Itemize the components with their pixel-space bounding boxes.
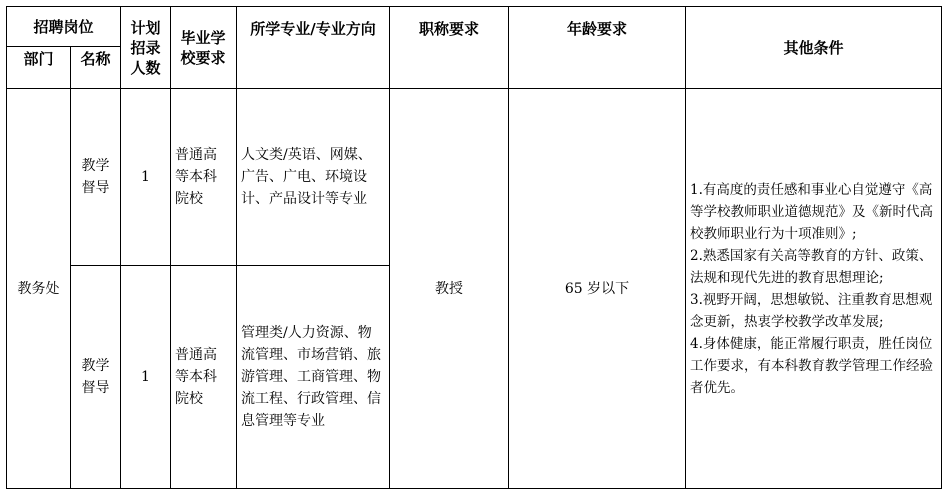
header-major: 所学专业/专业方向: [237, 7, 390, 89]
header-school-req: [171, 7, 237, 89]
other-condition-3: 3.视野开阔，思想敏锐、注重教育思想观念更新，热衷学校教学改革发展;: [690, 291, 933, 330]
header-dept: 部门: [7, 47, 71, 89]
table-row-1-name: [71, 89, 121, 265]
table-row-2-name: [71, 265, 121, 488]
row-2-name-text: 教学督导: [81, 357, 110, 396]
header-school-req-text: 毕业学校要求: [180, 28, 226, 67]
other-condition-2: 2.熟悉国家有关高等教育的方针、政策、法规和现代先进的教育思想理论;: [690, 247, 933, 286]
table-row-2-major: 管理类/人力资源、物流管理、市场营销、旅游管理、工商管理、物流工程、行政管理、信息管理等专业: [237, 265, 390, 488]
title-req-cell: 教授: [390, 89, 509, 489]
age-req-cell: 65 岁以下: [509, 89, 686, 489]
header-plan-count: [121, 7, 171, 89]
header-other: 其他条件: [686, 7, 942, 89]
table-row-1-school: [171, 89, 237, 265]
row-1-school-text: 普通高等本科院校: [175, 146, 218, 207]
header-post-group: 招聘岗位: [7, 7, 121, 47]
row-2-school-text: 普通高等本科院校: [175, 346, 218, 407]
dept-cell: 教务处: [7, 89, 71, 489]
table-row-1-major: 人文类/英语、网媒、广告、广电、环境设计、产品设计等专业: [237, 89, 390, 265]
header-plan-count-text: 计划招录人数: [130, 18, 161, 77]
table-row-2-school: [171, 265, 237, 488]
header-name: 名称: [71, 47, 121, 89]
other-conditions-cell: [686, 89, 942, 489]
other-condition-1: 1.有高度的责任感和事业心自觉遵守《高等学校教师职业道德规范》及《新时代高校教师职业行为十项准则》;: [690, 181, 934, 242]
table-row-1-count: 1: [121, 89, 171, 265]
row-1-name-text: 教学督导: [81, 157, 110, 196]
header-age-req: 年龄要求: [509, 7, 686, 89]
table-row-2-count: 1: [121, 265, 171, 488]
other-condition-4: 4.身体健康，能正常履行职责，胜任岗位工作要求，有本科教育教学管理工作经验者优先。: [690, 335, 934, 396]
header-title-req: 职称要求: [390, 7, 509, 89]
recruitment-table: [6, 6, 942, 489]
